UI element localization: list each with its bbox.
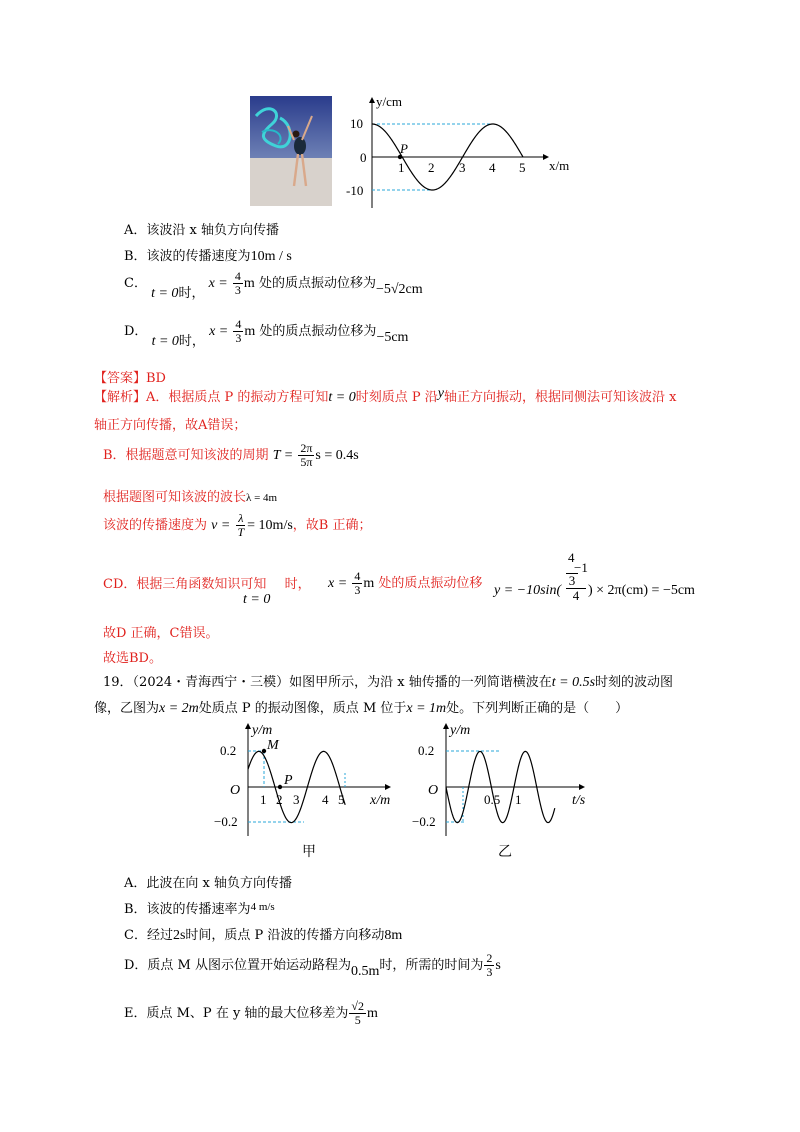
point-p-label: P [284, 773, 293, 788]
q19-option-d: D．质点 M 从图示位置开始运动路程为0.5m时，所需的时间为 $\frac{2}{3}$ s [124, 951, 501, 979]
analysis-cd-y: y = −10sin( [494, 583, 562, 598]
q18-option-c: C． t = 0时， x = $\frac{4}{3}$ m 处的质点振动位移为−5√2cm [124, 269, 423, 301]
x-tick: 0.5 [484, 792, 501, 807]
analysis-cd-t0: t = 0 [243, 592, 271, 607]
analysis-a-line2: 轴正方向传播，故A错误； [94, 418, 247, 433]
q19-option-b: B．该波的传播速率为$^{4 m/s}$ [124, 901, 275, 917]
analysis-wavelength: 根据题图可知该波的波长λ = 4m [103, 490, 278, 505]
q19-option-c: C．经过2s时间，质点 P 沿波的传播方向移动8m [124, 928, 403, 943]
q19-stem-line1: 19．（2024・青海西宁・三模）如图甲所示，为沿 x 轴传播的一列简谐横波在t = 0.5s时刻的波动图 [103, 675, 674, 690]
q19-stem-line2: 像，乙图为x = 2m处质点 P 的振动图像，质点 M 位于x = 1m处。下列判断正确的是（ ） [94, 701, 629, 716]
x-tick: 2 [428, 160, 435, 175]
analysis-select: 故选BD。 [103, 651, 162, 666]
x-tick: 3 [459, 160, 466, 175]
analysis-cd-inner-frac: 4 −1 3 4 [568, 550, 588, 603]
q19-figure-jia [210, 714, 410, 864]
y-tick: 0.2 [418, 743, 435, 758]
analysis-cd-y-suffix: ) × 2π(cm) = −5cm [588, 583, 695, 598]
x-tick: 5 [338, 792, 345, 807]
point-m-dot [262, 749, 266, 753]
analysis-cd-x: x = $\frac{4}{3}$ m 处的质点振动位移 [328, 569, 483, 597]
y-axis-label: y/m [450, 723, 471, 738]
x-tick: 1 [260, 792, 267, 807]
y-tick: 10 [350, 116, 363, 131]
x-tick: 2 [276, 792, 283, 807]
point-p-label: P [400, 141, 408, 156]
q18-option-a: A．该波沿 x 轴负方向传播 [124, 223, 279, 238]
point-p-dot [278, 785, 282, 789]
q18-wave-graph [338, 90, 578, 214]
analysis-a-line1: 【解析】A．根据质点 P 的振动方程可知t = 0时刻质点 P 沿y轴正方向振动，根据同侧法可知该波沿 x [94, 386, 677, 405]
y-tick: −0.2 [214, 814, 238, 829]
y-tick: -10 [346, 183, 364, 198]
answer: 【答案】BD [94, 371, 166, 386]
x-tick: 5 [519, 160, 526, 175]
figure-caption: 甲 [302, 845, 316, 860]
origin-label: O [428, 783, 439, 798]
origin-label: O [230, 783, 241, 798]
y-tick: 0 [360, 150, 367, 165]
analysis-cd: CD．根据三角函数知识可知 时， [103, 577, 311, 592]
y-axis-label: y/m [252, 723, 273, 738]
y-tick: −0.2 [412, 814, 436, 829]
x-axis-label: x/m [549, 158, 570, 173]
x-axis-label: x/m [370, 793, 391, 808]
analysis-b: B．根据题意可知该波的周期 T = $\frac{2\pi}{5\pi}$ s = 0.4s [103, 441, 359, 469]
analysis-cd-end: 故D 正确，C错误。 [103, 626, 219, 641]
analysis-speed: 该波的传播速度为 v = $\frac{\lambda}{T}$ = 10m/s，故B 正确； [103, 511, 372, 539]
gymnast-photo [250, 96, 332, 206]
y-tick: 0.2 [220, 743, 237, 758]
q18-option-b: B．该波的传播速度为10m / s [124, 249, 292, 264]
x-tick: 4 [489, 160, 496, 175]
x-tick: 3 [293, 792, 300, 807]
x-axis-label: t/s [572, 793, 586, 808]
y-axis-label: y/cm [376, 94, 402, 109]
q19-option-e: E．质点 M、P 在 y 轴的最大位移差为 $\frac{√2}{5}$ m [124, 999, 378, 1027]
x-tick: 1 [398, 160, 405, 175]
figure-caption: 乙 [498, 845, 512, 860]
x-tick: 1 [515, 792, 522, 807]
q18-option-d: D． t = 0时， x = $\frac{4}{3}$ m 处的质点振动位移为−5cm [124, 317, 409, 349]
x-tick: 4 [322, 792, 329, 807]
point-m-label: M [267, 738, 279, 753]
q19-figure-yi [408, 714, 598, 864]
q19-option-a: A．此波在向 x 轴负方向传播 [124, 876, 292, 891]
